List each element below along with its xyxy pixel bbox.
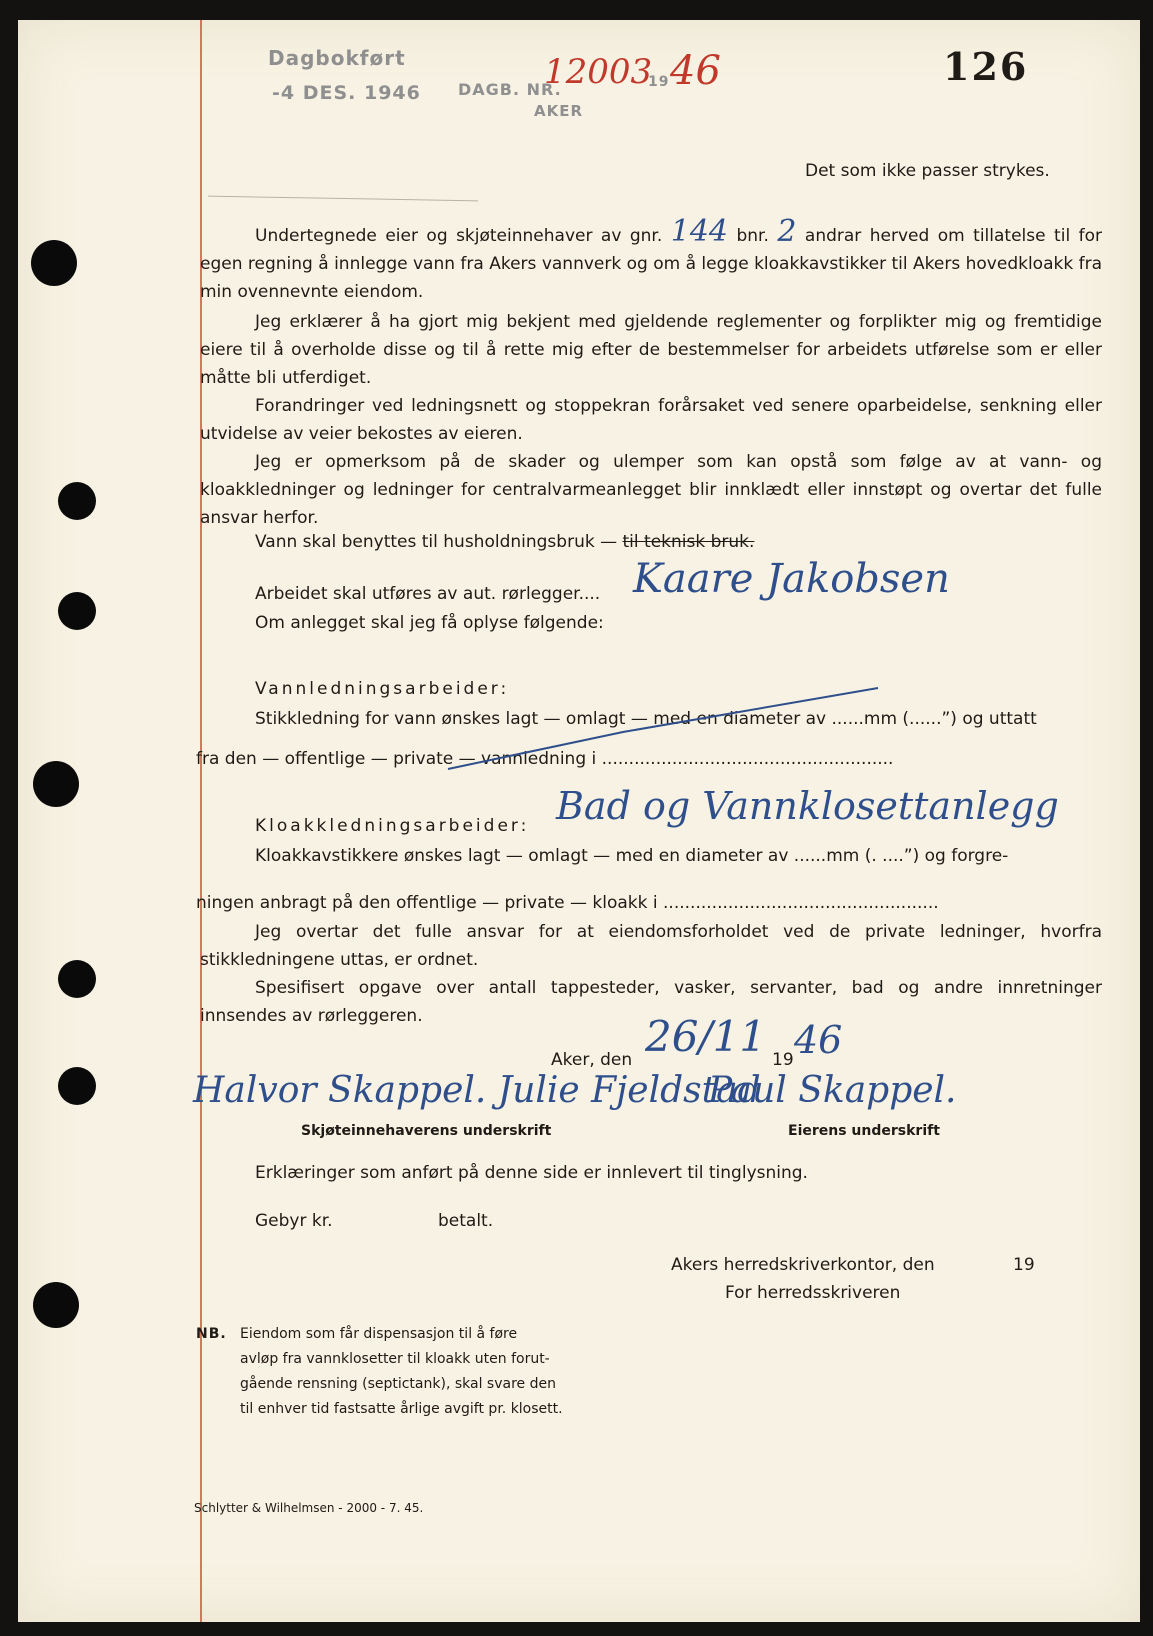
punch-hole [33, 1282, 79, 1328]
punch-hole [58, 960, 96, 998]
holder-signature-hand: Halvor Skappel. Julie Fjeldstad [193, 1070, 761, 1111]
water-work-line-1: Stikkledning for vann ønskes lagt — omlagt — med en diameter av ......mm (......”) og uttatt [255, 709, 1037, 729]
date-year-hand: 46 [794, 1018, 843, 1062]
water-use-label: Vann skal benyttes til husholdningsbruk — [255, 532, 618, 552]
registration-line: Erklæringer som anført på denne side er innlevert til tinglysning. [255, 1163, 808, 1183]
owner-signature-hand: Paul Skappel. [708, 1070, 957, 1111]
paragraph-6-text: Spesifisert opgave over antall tappesteder, vasker, servanter, bad og andre innretninger innsendes av rørleggeren. [200, 978, 1102, 1026]
water-work-line-2: fra den — offentlige — private — vannledning i ...................................................... [196, 749, 894, 769]
bnr-hand: 2 [777, 214, 797, 249]
dagb-nr-label: DAGB. NR. [458, 80, 562, 99]
dagb-year-hand: 46 [670, 48, 721, 94]
holder-signature-label: Skjøteinnehaverens underskrift [301, 1123, 552, 1139]
paragraph-3-text: Forandringer ved ledningsnett og stoppekran forårsaket ved senere oparbeidelse, senkning eller utvidelse av veier bekostes av eieren. [200, 396, 1102, 444]
water-work-heading: Vannledningsarbeider: [255, 679, 510, 699]
owner-signature-label: Eierens underskrift [788, 1123, 940, 1139]
fee-label: Gebyr kr. [255, 1211, 333, 1231]
gnr-hand: 144 [670, 214, 728, 249]
dagb-year-prefix: 19 [648, 74, 670, 90]
fee-paid: betalt. [438, 1211, 494, 1231]
office-line-2: For herredsskriveren [725, 1283, 901, 1303]
dagbokfort-stamp-label: Dagbokført [268, 46, 406, 70]
paragraph-2-text: Jeg erklærer å ha gjort mig bekjent med gjeldende reglementer og forplikter mig og fremtidige eiere til å overholde disse og til å rette mig efter de bestemmelser for arbeidets utførelse som er eller måtte bli utferdiget. [200, 312, 1102, 388]
dagb-nr-value: 12003 [544, 52, 653, 92]
page-number: 126 [943, 44, 1029, 89]
date-place: Aker, den [551, 1050, 633, 1070]
paragraph-5 [200, 918, 1102, 974]
sewer-work-heading: Kloakkledningsarbeider: [255, 816, 530, 836]
document-page [18, 20, 1140, 1622]
date-hand: 26/11 [645, 1012, 767, 1061]
nb-line: Eiendom som får dispensasjon til å føre [240, 1326, 518, 1342]
plumber-label: Arbeidet skal utføres av aut. rørlegger.... [255, 584, 601, 604]
strike-instruction: Det som ikke passer strykes. [805, 161, 1050, 181]
nb-note [240, 1322, 563, 1422]
dagb-place-stamp: AKER [534, 102, 584, 120]
office-year: 19 [1013, 1255, 1035, 1275]
sewer-work-hand: Bad og Vannklosettanlegg [556, 784, 1059, 828]
intro-text-3: andrar herved om tillatelse til for egen regning å innlegge vann fra Akers vannverk og om å legge kloakkavstikker til Akers hovedkloakk fra min ovennevnte eiendom. [200, 226, 1103, 302]
nb-line: gående rensning (septictank), skal svare den [240, 1376, 556, 1392]
water-use-struck: til teknisk bruk. [622, 532, 755, 552]
plumber-name-hand: Kaare Jakobsen [633, 556, 950, 602]
office-line-1: Akers herredskriverkontor, den [671, 1255, 935, 1275]
sewer-work-line-1: Kloakkavstikkere ønskes lagt — omlagt — med en diameter av ......mm (. ....”) og forgre- [255, 846, 1009, 866]
nb-line: til enhver tid fastsatte årlige avgift pr. klosett. [240, 1401, 563, 1417]
info-line: Om anlegget skal jeg få oplyse følgende: [255, 613, 604, 633]
dagbokfort-stamp-date: -4 DES. 1946 [272, 82, 421, 104]
intro-text-1: Undertegnede eier og skjøteinnehaver av gnr. [255, 226, 663, 246]
printer-imprint: Schlytter & Wilhelmsen - 2000 - 7. 45. [194, 1501, 424, 1515]
nb-label: NB. [196, 1326, 227, 1342]
paragraph-5-text: Jeg overtar det fulle ansvar for at eiendomsforholdet ved de private ledninger, hvorfra stikkledningene uttas, er ordnet. [200, 922, 1102, 970]
nb-line: avløp fra vannklosetter til kloakk uten forut- [240, 1351, 550, 1367]
intro-text-2: bnr. [736, 226, 769, 246]
sewer-work-line-2: ningen anbragt på den offentlige — private — kloakk i ................................................... [196, 893, 939, 913]
date-year-prefix: 19 [772, 1050, 794, 1070]
paragraph-4-text: Jeg er opmerksom på de skader og ulemper som kan opstå som følge av at vann- og kloakkledninger og ledninger for centralvarmeanlegget blir innklædt eller innstøpt og overtar det fulle ansvar herfor. [200, 452, 1102, 528]
punch-hole [58, 1067, 96, 1105]
